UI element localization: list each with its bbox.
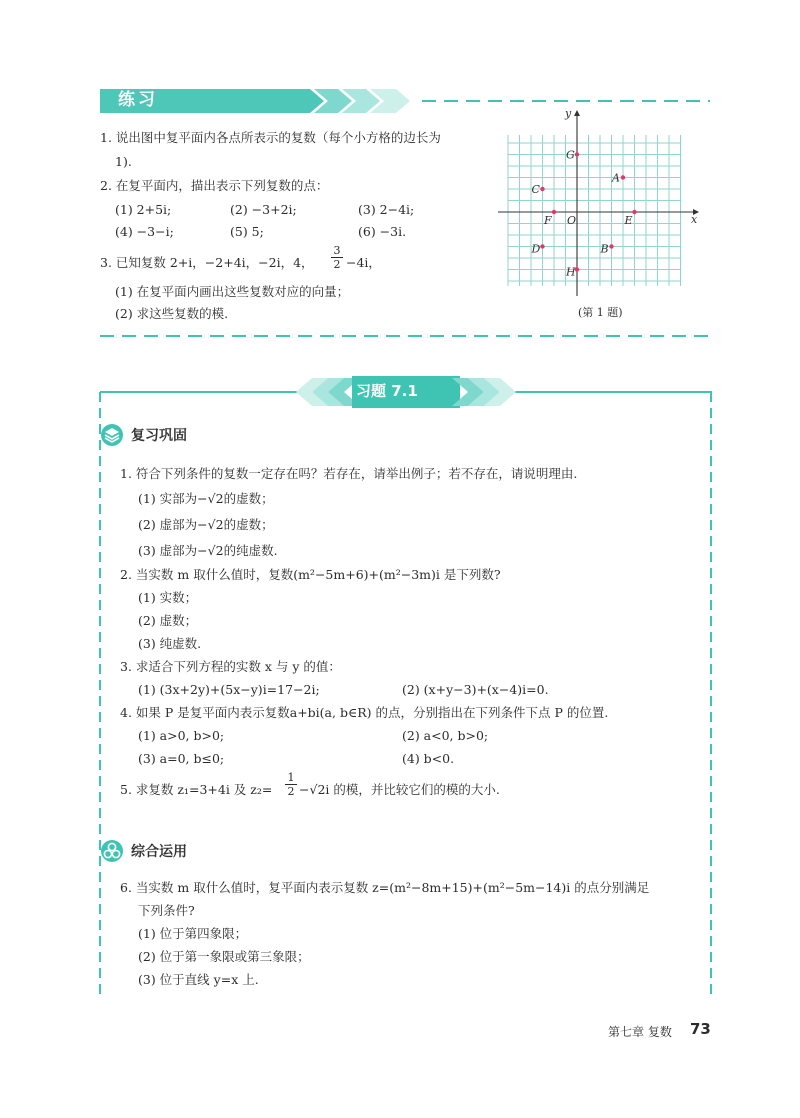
review-q5-pre: 5. 求复数 z₁=3+4i 及 z₂= [120, 782, 273, 797]
apply-triangle-icon [100, 839, 124, 863]
practice-q3-stem-tail: −4i， [346, 255, 381, 270]
y-axis-arrow [574, 110, 580, 116]
apply-q6-item: (2) 位于第一象限或第三象限； [138, 949, 310, 964]
point-b [609, 244, 613, 248]
review-q2-item: (1) 实数； [138, 590, 198, 605]
review-q5-post: −√2i 的模，并比较它们的模的大小. [299, 782, 500, 797]
practice-header-title: 练习 [118, 90, 158, 110]
point-label-a: A [612, 171, 620, 185]
y-axis-label: y [565, 108, 572, 120]
figure-caption: (第 1 题) [578, 306, 623, 319]
review-q4-item: (2) a<0, b>0; [402, 728, 489, 743]
review-q1-item: (1) 实部为−√2的虚数； [138, 491, 274, 506]
fraction-denominator: 2 [333, 258, 341, 271]
review-q1-item: (3) 虚部为−√2的纯虚数. [138, 543, 278, 558]
review-q1-item: (2) 虚部为−√2的虚数； [138, 517, 274, 532]
practice-q2-item: (4) −3−i; [115, 224, 174, 239]
review-q4-item: (1) a>0, b>0; [138, 728, 225, 743]
point-label-c: C [531, 183, 540, 196]
point-label-h: H [566, 265, 576, 279]
point-label-b: B [600, 242, 609, 256]
apply-q6-line2: 下列条件? [138, 903, 195, 918]
review-q4-stem: 4. 如果 P 是复平面内表示复数a+bi(a, b∈R) 的点，分别指出在下列条件下点 P 的位置. [120, 705, 609, 720]
practice-q3-stem: 3. 已知复数 2+i，−2+4i，−2i，4， [100, 255, 314, 270]
practice-q1-line1: 1. 说出图中复平面内各点所表示的复数（每个小方格的边长为 [100, 130, 441, 145]
practice-bottom-divider [100, 334, 712, 338]
practice-q2-item: (1) 2+5i; [115, 202, 172, 217]
apply-q6-line1: 6. 当实数 m 取什么值时，复平面内表示复数 z=(m²−8m+15)+(m²−5m−14)i 的点分别满足 [120, 880, 650, 895]
practice-q2-item: (3) 2−4i; [358, 202, 415, 217]
practice-q2-item: (6) −3i. [358, 224, 407, 239]
practice-q2-item: (5) 5; [230, 224, 264, 239]
review-q2-item: (3) 纯虚数. [138, 636, 202, 651]
point-f [552, 210, 556, 214]
point-e [632, 210, 636, 214]
point-c [540, 187, 544, 191]
review-q3-item: (1) (3x+2y)+(5x−y)i=17−2i; [138, 682, 320, 697]
complex-plane-figure [495, 108, 705, 298]
review-title: 复习巩固 [131, 428, 187, 444]
review-q1-stem: 1. 符合下列条件的复数一定存在吗？若存在，请举出例子；若不存在，请说明理由. [120, 466, 578, 481]
apply-title: 综合运用 [131, 844, 187, 860]
review-layers-icon [100, 423, 124, 447]
fraction-numerator: 3 [331, 244, 343, 258]
footer-page-number: 73 [690, 1020, 711, 1038]
review-q2-item: (2) 虚数； [138, 613, 198, 628]
review-q3-item: (2) (x+y−3)+(x−4)i=0. [402, 682, 549, 697]
point-a [621, 175, 625, 179]
practice-q3-item: (2) 求这些复数的模. [115, 306, 229, 321]
point-label-e: E [624, 214, 633, 227]
point-label-f: F [544, 214, 552, 227]
review-q2-stem: 2. 当实数 m 取什么值时，复数(m²−5m+6)+(m²−3m)i 是下列数? [120, 567, 501, 582]
apply-q6-item: (3) 位于直线 y=x 上. [138, 972, 259, 987]
review-q4-item: (4) b<0. [402, 751, 455, 766]
review-q3-stem: 3. 求适合下列方程的实数 x 与 y 的值： [120, 659, 341, 674]
point-label-g: G [566, 148, 575, 162]
practice-q2-stem: 2. 在复平面内，描出表示下列复数的点： [100, 178, 329, 193]
fraction-denominator: 2 [287, 785, 295, 798]
origin-label: O [567, 214, 577, 227]
fraction-numerator: 1 [285, 771, 297, 785]
point-d [540, 244, 544, 248]
point-g [575, 152, 579, 156]
practice-q3-item: (1) 在复平面内画出这些复数对应的向量； [115, 284, 350, 299]
point-label-d: D [531, 242, 541, 256]
x-axis-label: x [691, 213, 698, 226]
practice-q2-item: (2) −3+2i; [230, 202, 297, 217]
review-q4-item: (3) a=0, b≤0; [138, 751, 225, 766]
apply-q6-item: (1) 位于第四象限； [138, 926, 248, 941]
exercise-header-title: 习题 7.1 [356, 382, 418, 400]
review-q5-fraction [285, 771, 297, 798]
footer-chapter: 第七章 复数 [608, 1025, 672, 1039]
practice-q1-line2: 1). [115, 154, 132, 169]
practice-q3-fraction [331, 244, 343, 271]
